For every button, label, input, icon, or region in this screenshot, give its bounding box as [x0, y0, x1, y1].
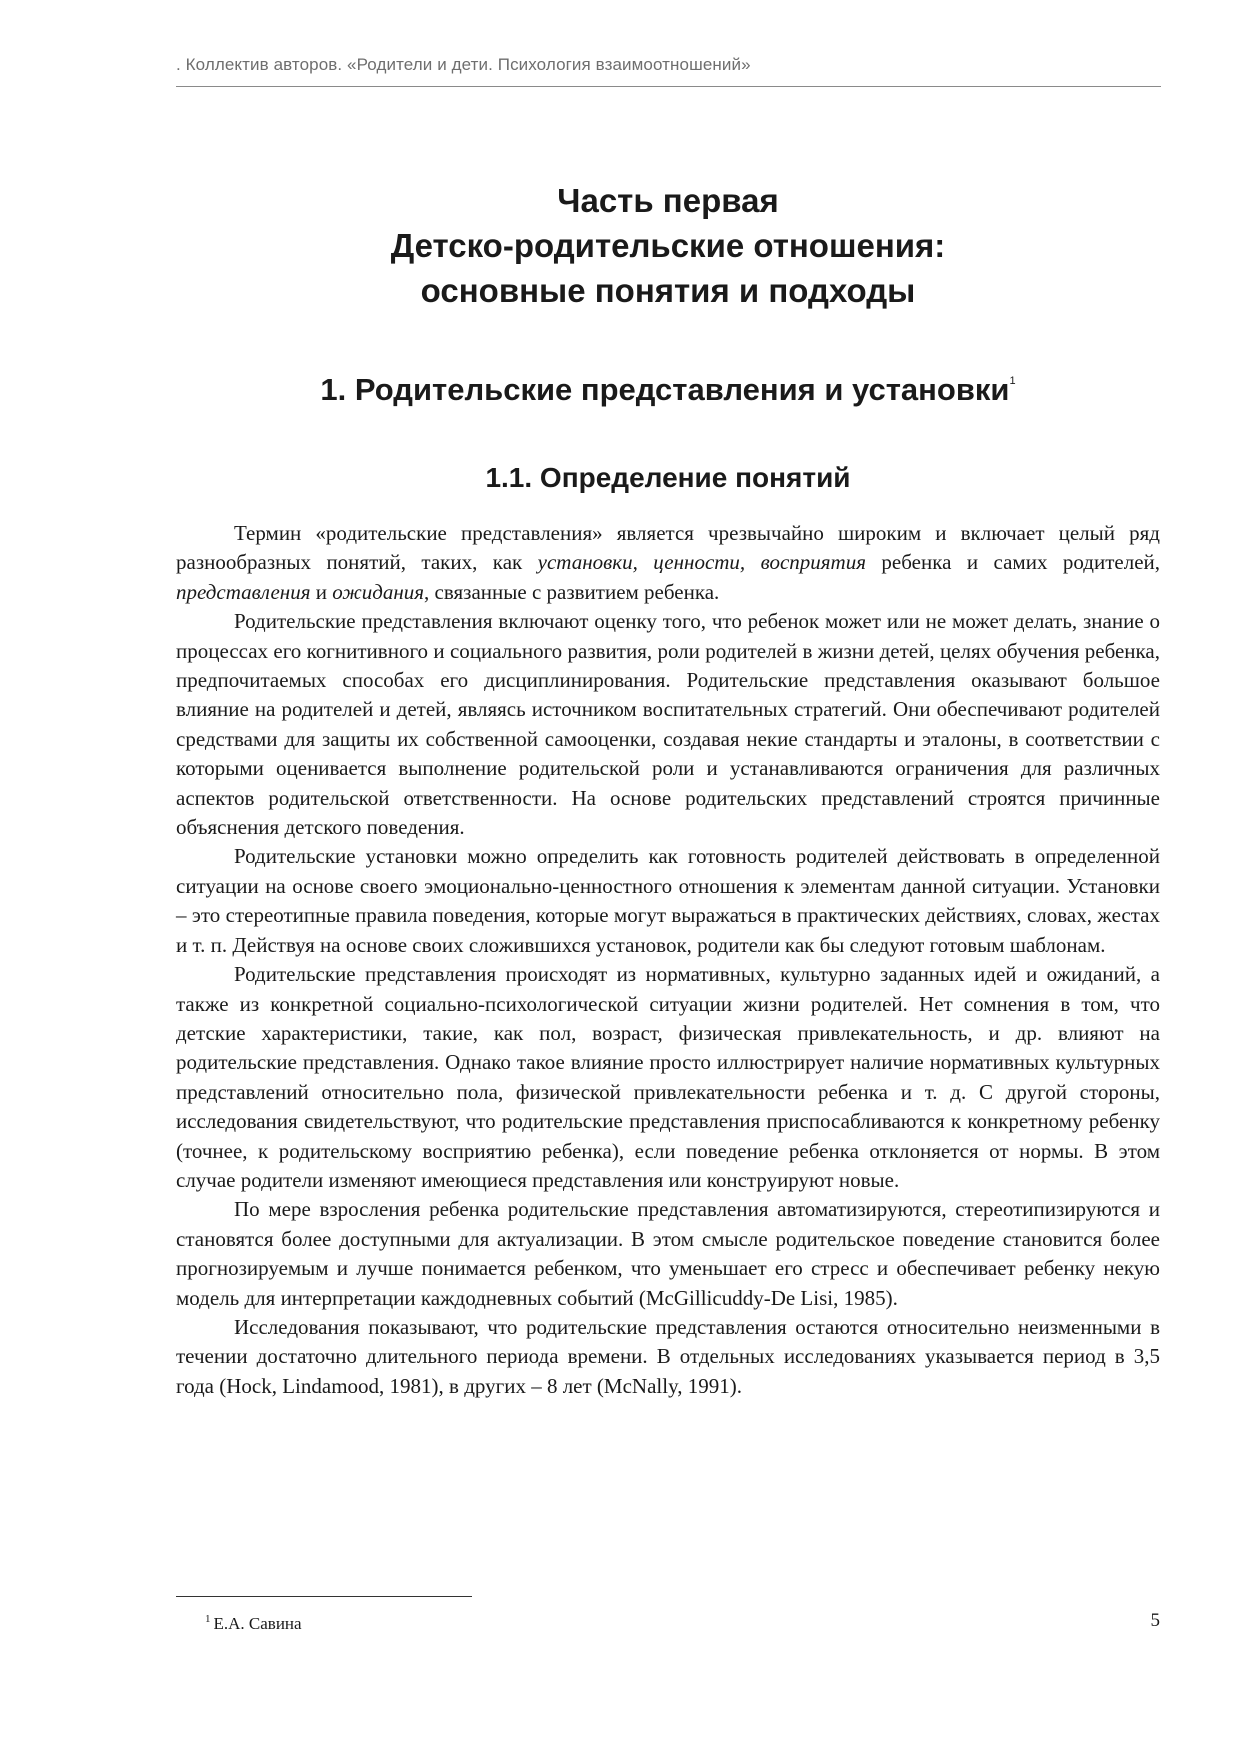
paragraph-1: [176, 519, 1160, 607]
chapter-title: 1. Родительские представления и установки: [320, 372, 1010, 407]
section-heading: 1.1. Определение понятий: [485, 462, 851, 493]
paragraph-1-text-b: ребенка и самих родителей,: [865, 550, 1161, 575]
paragraph-1-text-a: Термин «родительские представления» является чрезвычайно широким и включает целый ряд разнообразных понятий, таких, как: [176, 521, 1160, 575]
paragraph-5: По мере взросления ребенка родительские представления автоматизируются, стереотипизируются и становятся более доступными для актуализации. В этом смысле родительское поведение становится более прогнозируемым и лучше понимается ребенком, что уменьшает его стресс и обеспечивает ребенку некую модель для интерпретации каждодневных событий (McGillicuddy-De Lisi, 1985).: [176, 1197, 1160, 1310]
footnote-text: Е.А. Савина: [213, 1614, 302, 1633]
paragraph-1-italic-c: ожидания: [332, 579, 425, 604]
body-text: [176, 519, 1160, 1401]
footnote-marker: 1: [205, 1613, 211, 1625]
paragraph-1-italic-b: представления: [176, 579, 311, 604]
header-divider: [176, 86, 1161, 87]
paragraph-1-text-d: , связанные с развитием ребенка.: [424, 579, 720, 604]
part-title: [176, 178, 1160, 313]
paragraph-4: Родительские представления происходят из нормативных, культурно заданных идей и ожиданий, а также из конкретной социально-психологической ситуации жизни родителей. Нет сомнения в том, что детские характеристики, такие, как пол, возраст, физическая привлекательность, и др. влияют на родительские представления. Однако такое влияние просто иллюстрирует наличие нормативных культурных представлений относительно пола, физической привлекательности ребенка и т. д. С другой стороны, исследования свидетельствуют, что родительские представления приспосабливаются к конкретному ребенку (точнее, к родительскому восприятию ребенка), если поведение ребенка отклоняется от нормы. В этом случае родители изменяют имеющиеся представления или конструируют новые.: [176, 962, 1160, 1192]
part-title-line-1: Часть первая: [557, 182, 779, 219]
chapter-heading: [176, 370, 1160, 410]
page-number: 5: [1150, 1610, 1160, 1631]
paragraph-3: Родительские установки можно определить как готовность родителей действовать в определенной ситуации на основе своего эмоционально-ценностного отношения к элементам данной ситуации. Установки – это стереотипные правила поведения, которые могут выражаться в практических действиях, словах, жестах и т. п. Действуя на основе своих сложившихся установок, родители как бы следуют готовым шаблонам.: [176, 844, 1160, 957]
paragraph-1-text-c: и: [310, 579, 333, 604]
part-title-line-3: основные понятия и подходы: [420, 272, 916, 309]
footnote: [205, 1614, 302, 1634]
paragraph-1-italic-a: установки, ценности, восприятия: [537, 550, 866, 575]
footnote-divider: [176, 1596, 472, 1597]
paragraph-2: Родительские представления включают оценку того, что ребенок может или не может делать, знание о процессах его когнитивного и социального развития, роли родителей в жизни детей, целях обучения ребенка, предпочитаемых способах его дисциплинирования. Родительские представления оказывают большое влияние на родителей и детей, являясь источником воспитательных стратегий. Они обеспечивают родителей средствами для защиты их собственной самооценки, создавая некие стандарты и эталоны, в соответствии с которыми оценивается выполнение родительской роли и устанавливаются ограничения для различных аспектов родительской ответственности. На основе родительских представлений строятся причинные объяснения детского поведения.: [176, 609, 1160, 840]
part-title-line-2: Детско-родительские отношения:: [390, 227, 946, 264]
chapter-footnote-ref: 1: [1009, 375, 1016, 387]
paragraph-6: Исследования показывают, что родительские представления остаются относительно неизменными в течении достаточно длительного периода времени. В отдельных исследованиях указывается период в 3,5 года (Hock, Lindamood, 1981), в других – 8 лет (McNally, 1991).: [176, 1314, 1160, 1398]
running-header: . Коллектив авторов. «Родители и дети. Психология взаимоотношений»: [176, 55, 751, 74]
